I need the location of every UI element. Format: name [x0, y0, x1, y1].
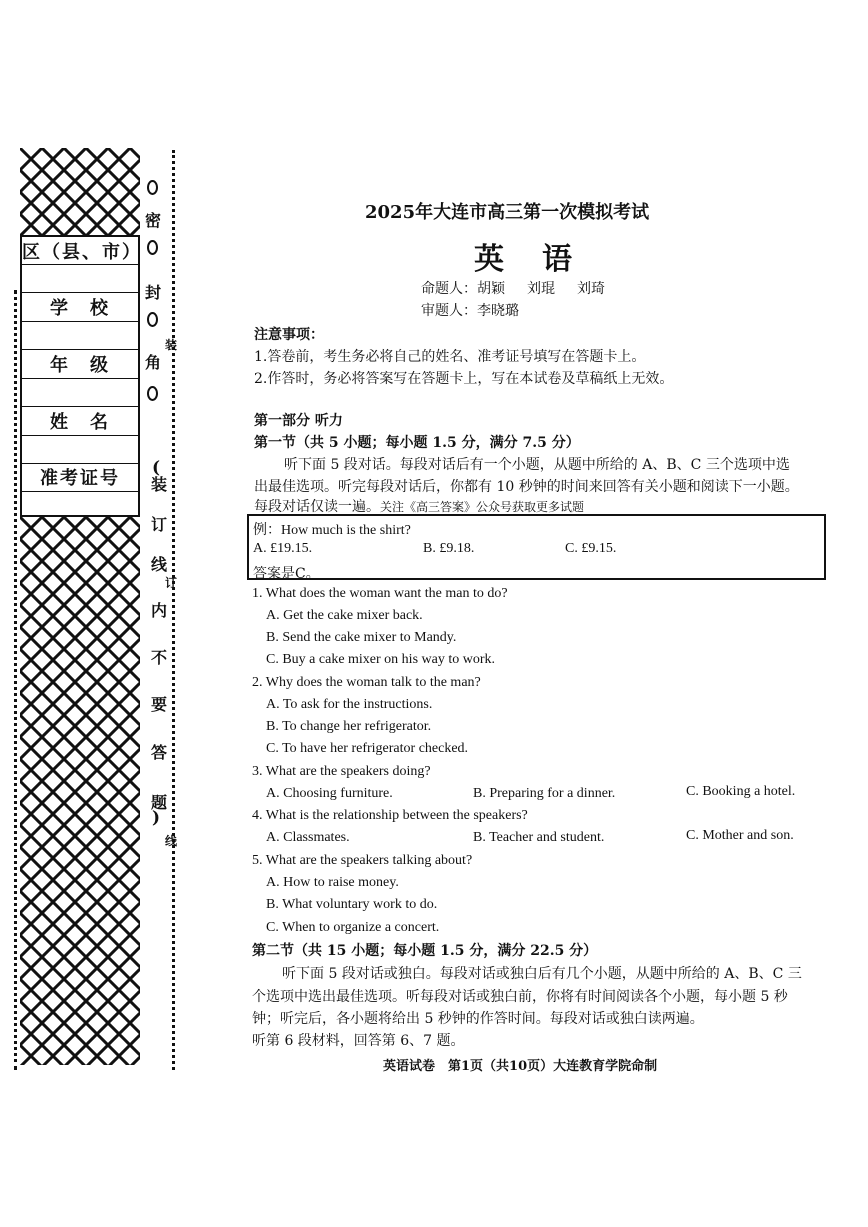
reviewer-name: 李晓璐	[477, 303, 519, 319]
page-footer: 英语试卷 第1页（共10页）大连教育学院命制	[383, 1059, 658, 1074]
side-char: 订	[165, 576, 178, 590]
binding-dotted-line-right	[172, 150, 175, 1070]
field-name: 姓 名	[50, 412, 110, 433]
question-option: C. Booking a hotel.	[686, 784, 796, 799]
question-option: B. Preparing for a dinner.	[473, 786, 616, 801]
part1-heading: 第一部分 听力	[254, 413, 343, 429]
section2-instruction: 听下面 5 段对话或独白。每段对话或独白后有几个小题，从题中所给的 A、B、C 三	[282, 966, 802, 982]
example-option: B. £9.18.	[423, 541, 475, 556]
section2-instruction: 钟；听完后，各小题将给出 5 秒钟的作答时间。每段对话或独白读两遍。	[252, 1011, 704, 1027]
reviewer-line	[421, 300, 519, 320]
section2-material: 听第 6 段材料，回答第 6、7 题。	[252, 1033, 465, 1049]
section1-heading: 第一节（共 5 小题；每小题 1.5 分，满分 7.5 分）	[254, 435, 580, 451]
seal-oval-icon	[147, 312, 158, 327]
question-option: A. To ask for the instructions.	[266, 697, 433, 712]
seal-oval-icon	[147, 180, 158, 195]
question-option: B. Teacher and student.	[473, 830, 605, 845]
question-text: 2. Why does the woman talk to the man?	[252, 675, 481, 690]
question-option: C. Buy a cake mixer on his way to work.	[266, 652, 496, 667]
binding-char-open: (	[152, 458, 161, 478]
seal-char: 密	[145, 211, 162, 230]
question-option: A. Classmates.	[266, 830, 350, 845]
student-info-table	[20, 235, 140, 517]
notice-item: 1.答卷前，考生务必将自己的姓名、准考证号填写在答题卡上。	[254, 349, 646, 365]
question-option: C. When to organize a concert.	[266, 920, 440, 935]
seal-oval-icon	[147, 240, 158, 255]
lattice-pattern-top	[20, 148, 140, 236]
example-question: 例：How much is the shirt?	[253, 523, 411, 538]
binding-char: 订	[151, 515, 168, 534]
seal-char: 封	[145, 283, 162, 302]
field-school: 学 校	[50, 298, 110, 319]
question-text: 3. What are the speakers doing?	[252, 764, 431, 779]
question-option: A. Choosing furniture.	[266, 786, 393, 801]
question-option: A. Get the cake mixer back.	[266, 608, 423, 623]
question-option: B. To change her refrigerator.	[266, 719, 432, 734]
authors-label: 命题人：	[421, 281, 477, 297]
author-name: 刘琦	[577, 281, 605, 297]
binding-dotted-line-left	[14, 290, 17, 1070]
question-option: C. To have her refrigerator checked.	[266, 741, 469, 756]
question-option: B. Send the cake mixer to Mandy.	[266, 630, 457, 645]
notice-heading: 注意事项：	[254, 327, 324, 343]
section1-instruction-last	[254, 496, 584, 516]
seal-char: 角	[145, 353, 162, 372]
subject-title: 英 语	[474, 242, 576, 277]
binding-char: 答	[151, 743, 168, 762]
binding-char: 装	[151, 475, 168, 494]
example-option: A. £19.15.	[253, 541, 313, 556]
watermark-text: 关注《高三答案》公众号获取更多试题	[380, 500, 585, 514]
author-name: 刘琨	[527, 281, 555, 297]
section1-instruction: 每段对话仅读一遍。	[254, 499, 380, 515]
authors-line	[421, 278, 605, 298]
field-exam-id: 准考证号	[40, 468, 120, 489]
side-char: 线	[165, 834, 178, 848]
field-grade: 年 级	[50, 355, 110, 376]
binding-char: 题	[151, 793, 168, 812]
seal-oval-icon	[147, 386, 158, 401]
author-name: 胡颖	[477, 281, 505, 297]
example-answer: 答案是C。	[253, 566, 320, 582]
notice-item: 2.作答时，务必将答案写在答题卡上，写在本试卷及草稿纸上无效。	[254, 371, 674, 387]
question-option: A. How to raise money.	[266, 875, 399, 890]
binding-char: 不	[151, 648, 168, 667]
question-text: 4. What is the relationship between the speakers?	[252, 808, 528, 823]
section1-instruction: 出最佳选项。听完每段对话后，你都有 10 秒钟的时间来回答有关小题和阅读下一小题。	[254, 479, 799, 495]
example-option: C. £9.15.	[565, 541, 617, 556]
binding-char: 要	[151, 695, 168, 714]
lattice-pattern-bottom	[20, 517, 140, 1065]
binding-char-close: )	[152, 808, 161, 828]
question-text: 5. What are the speakers talking about?	[252, 853, 473, 868]
exam-title: 2025年大连市高三第一次模拟考试	[365, 202, 650, 223]
question-text: 1. What does the woman want the man to do?	[252, 586, 508, 601]
binding-char: 线	[151, 555, 168, 574]
section1-instruction: 听下面 5 段对话。每段对话后有一个小题，从题中所给的 A、B、C 三个选项中选	[284, 457, 790, 473]
reviewer-label: 审题人：	[421, 303, 477, 319]
binding-char: 内	[151, 601, 168, 620]
question-option: C. Mother and son.	[686, 828, 794, 843]
field-district: 区（县、市）	[22, 242, 142, 263]
section2-heading: 第二节（共 15 小题；每小题 1.5 分，满分 22.5 分）	[252, 943, 598, 959]
side-char: 装	[165, 338, 178, 352]
question-option: B. What voluntary work to do.	[266, 897, 438, 912]
section2-instruction: 个选项中选出最佳选项。听每段对话或独白前，你将有时间阅读各个小题，每小题 5 秒	[252, 989, 788, 1005]
